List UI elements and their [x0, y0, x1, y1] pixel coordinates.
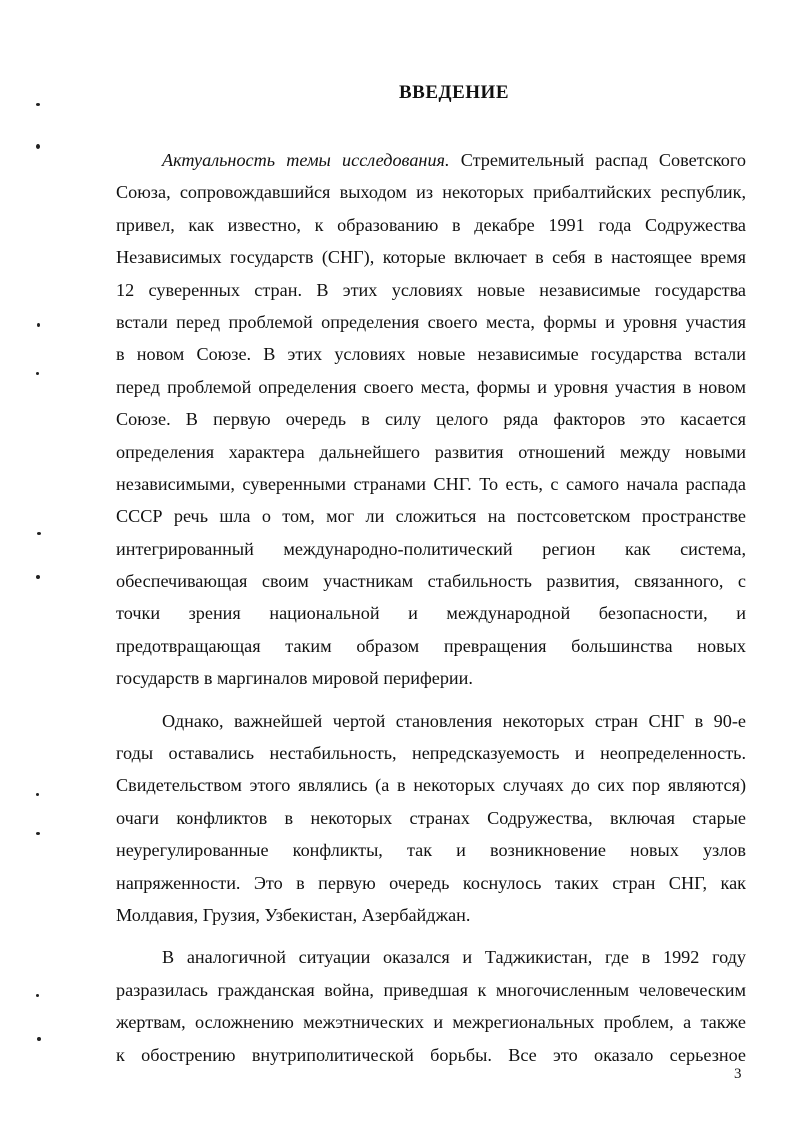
text-line: очаги конфликтов в некоторых странах Содружества, включая старые	[116, 807, 746, 828]
scan-speck	[36, 832, 40, 835]
text-line: определения характера дальнейшего развития отношений между новыми	[116, 441, 746, 462]
scan-speck	[36, 103, 40, 106]
text-line: напряженности. Это в первую очередь коснулось таких стран СНГ, как	[116, 872, 746, 893]
text-line: Молдавия, Грузия, Узбекистан, Азербайджан.	[116, 904, 471, 925]
text-line: в новом Союзе. В этих условиях новые независимые государства встали	[116, 344, 746, 365]
text-line: точки зрения национальной и международной безопасности, и	[116, 603, 746, 624]
page-title: ВВЕДЕНИЕ	[399, 82, 509, 103]
paragraph-2	[116, 705, 746, 932]
text-line: Союзе. В первую очередь в силу целого ряда факторов это касается	[116, 409, 746, 430]
scan-speck	[37, 323, 40, 327]
text-line: предотвращающая таким образом превращения большинства новых	[116, 635, 746, 656]
body-text	[116, 144, 746, 1071]
text-line: к обострению внутриполитической борьбы. Все это оказало серьезное	[116, 1044, 746, 1065]
paragraph-3	[116, 941, 746, 1071]
text-line: Независимых государств (СНГ), которые включает в себя в настоящее время	[116, 247, 746, 268]
page-number: 3	[734, 1066, 742, 1082]
text-line: 12 суверенных стран. В этих условиях новые независимые государства	[116, 279, 746, 300]
paragraph-1	[116, 144, 746, 695]
scan-speck	[36, 793, 39, 796]
text-line: встали перед проблемой определения своего места, формы и уровня участия	[116, 311, 746, 332]
text-line: Актуальность темы исследования. Стремительный распад Советского	[162, 150, 746, 170]
scan-speck	[36, 144, 40, 149]
text-line: годы оставались нестабильность, непредсказуемость и неопределенность.	[116, 743, 746, 764]
scan-speck	[37, 532, 41, 535]
text-line: неурегулированные конфликты, так и возникновение новых узлов	[116, 840, 746, 861]
text-line: Свидетельством этого являлись (а в некоторых случаях до сих пор являются)	[116, 775, 746, 796]
paragraph-gap	[116, 695, 746, 705]
text-line: Однако, важнейшей чертой становления некоторых стран СНГ в 90-е	[162, 710, 746, 731]
scan-speck	[37, 1037, 41, 1041]
text-line: перед проблемой определения своего места, формы и уровня участия в новом	[116, 376, 746, 397]
scan-speck	[36, 994, 39, 997]
text-line: жертвам, осложнению межэтнических и межрегиональных проблем, а также	[116, 1012, 746, 1033]
text-line: В аналогичной ситуации оказался и Таджикистан, где в 1992 году	[162, 947, 746, 968]
scan-speck	[36, 575, 40, 579]
text-line: разразилась гражданская война, приведшая к многочисленным человеческим	[116, 979, 746, 1000]
scan-speck	[36, 372, 39, 375]
paragraph-gap	[116, 931, 746, 941]
text-line: СССР речь шла о том, мог ли сложиться на постсоветском пространстве	[116, 506, 746, 527]
text-line: привел, как известно, к образованию в декабре 1991 года Содружества	[116, 214, 746, 235]
text-line: обеспечивающая своим участникам стабильность развития, связанного, с	[116, 571, 746, 592]
text-line: независимыми, суверенными странами СНГ. То есть, с самого начала распада	[116, 473, 746, 494]
text-line: государств в маргиналов мировой периферии.	[116, 668, 473, 689]
text-line: интегрированный международно-политический регион как система,	[116, 538, 746, 559]
text-line: Союза, сопровождавшийся выходом из некоторых прибалтийских республик,	[116, 182, 746, 203]
